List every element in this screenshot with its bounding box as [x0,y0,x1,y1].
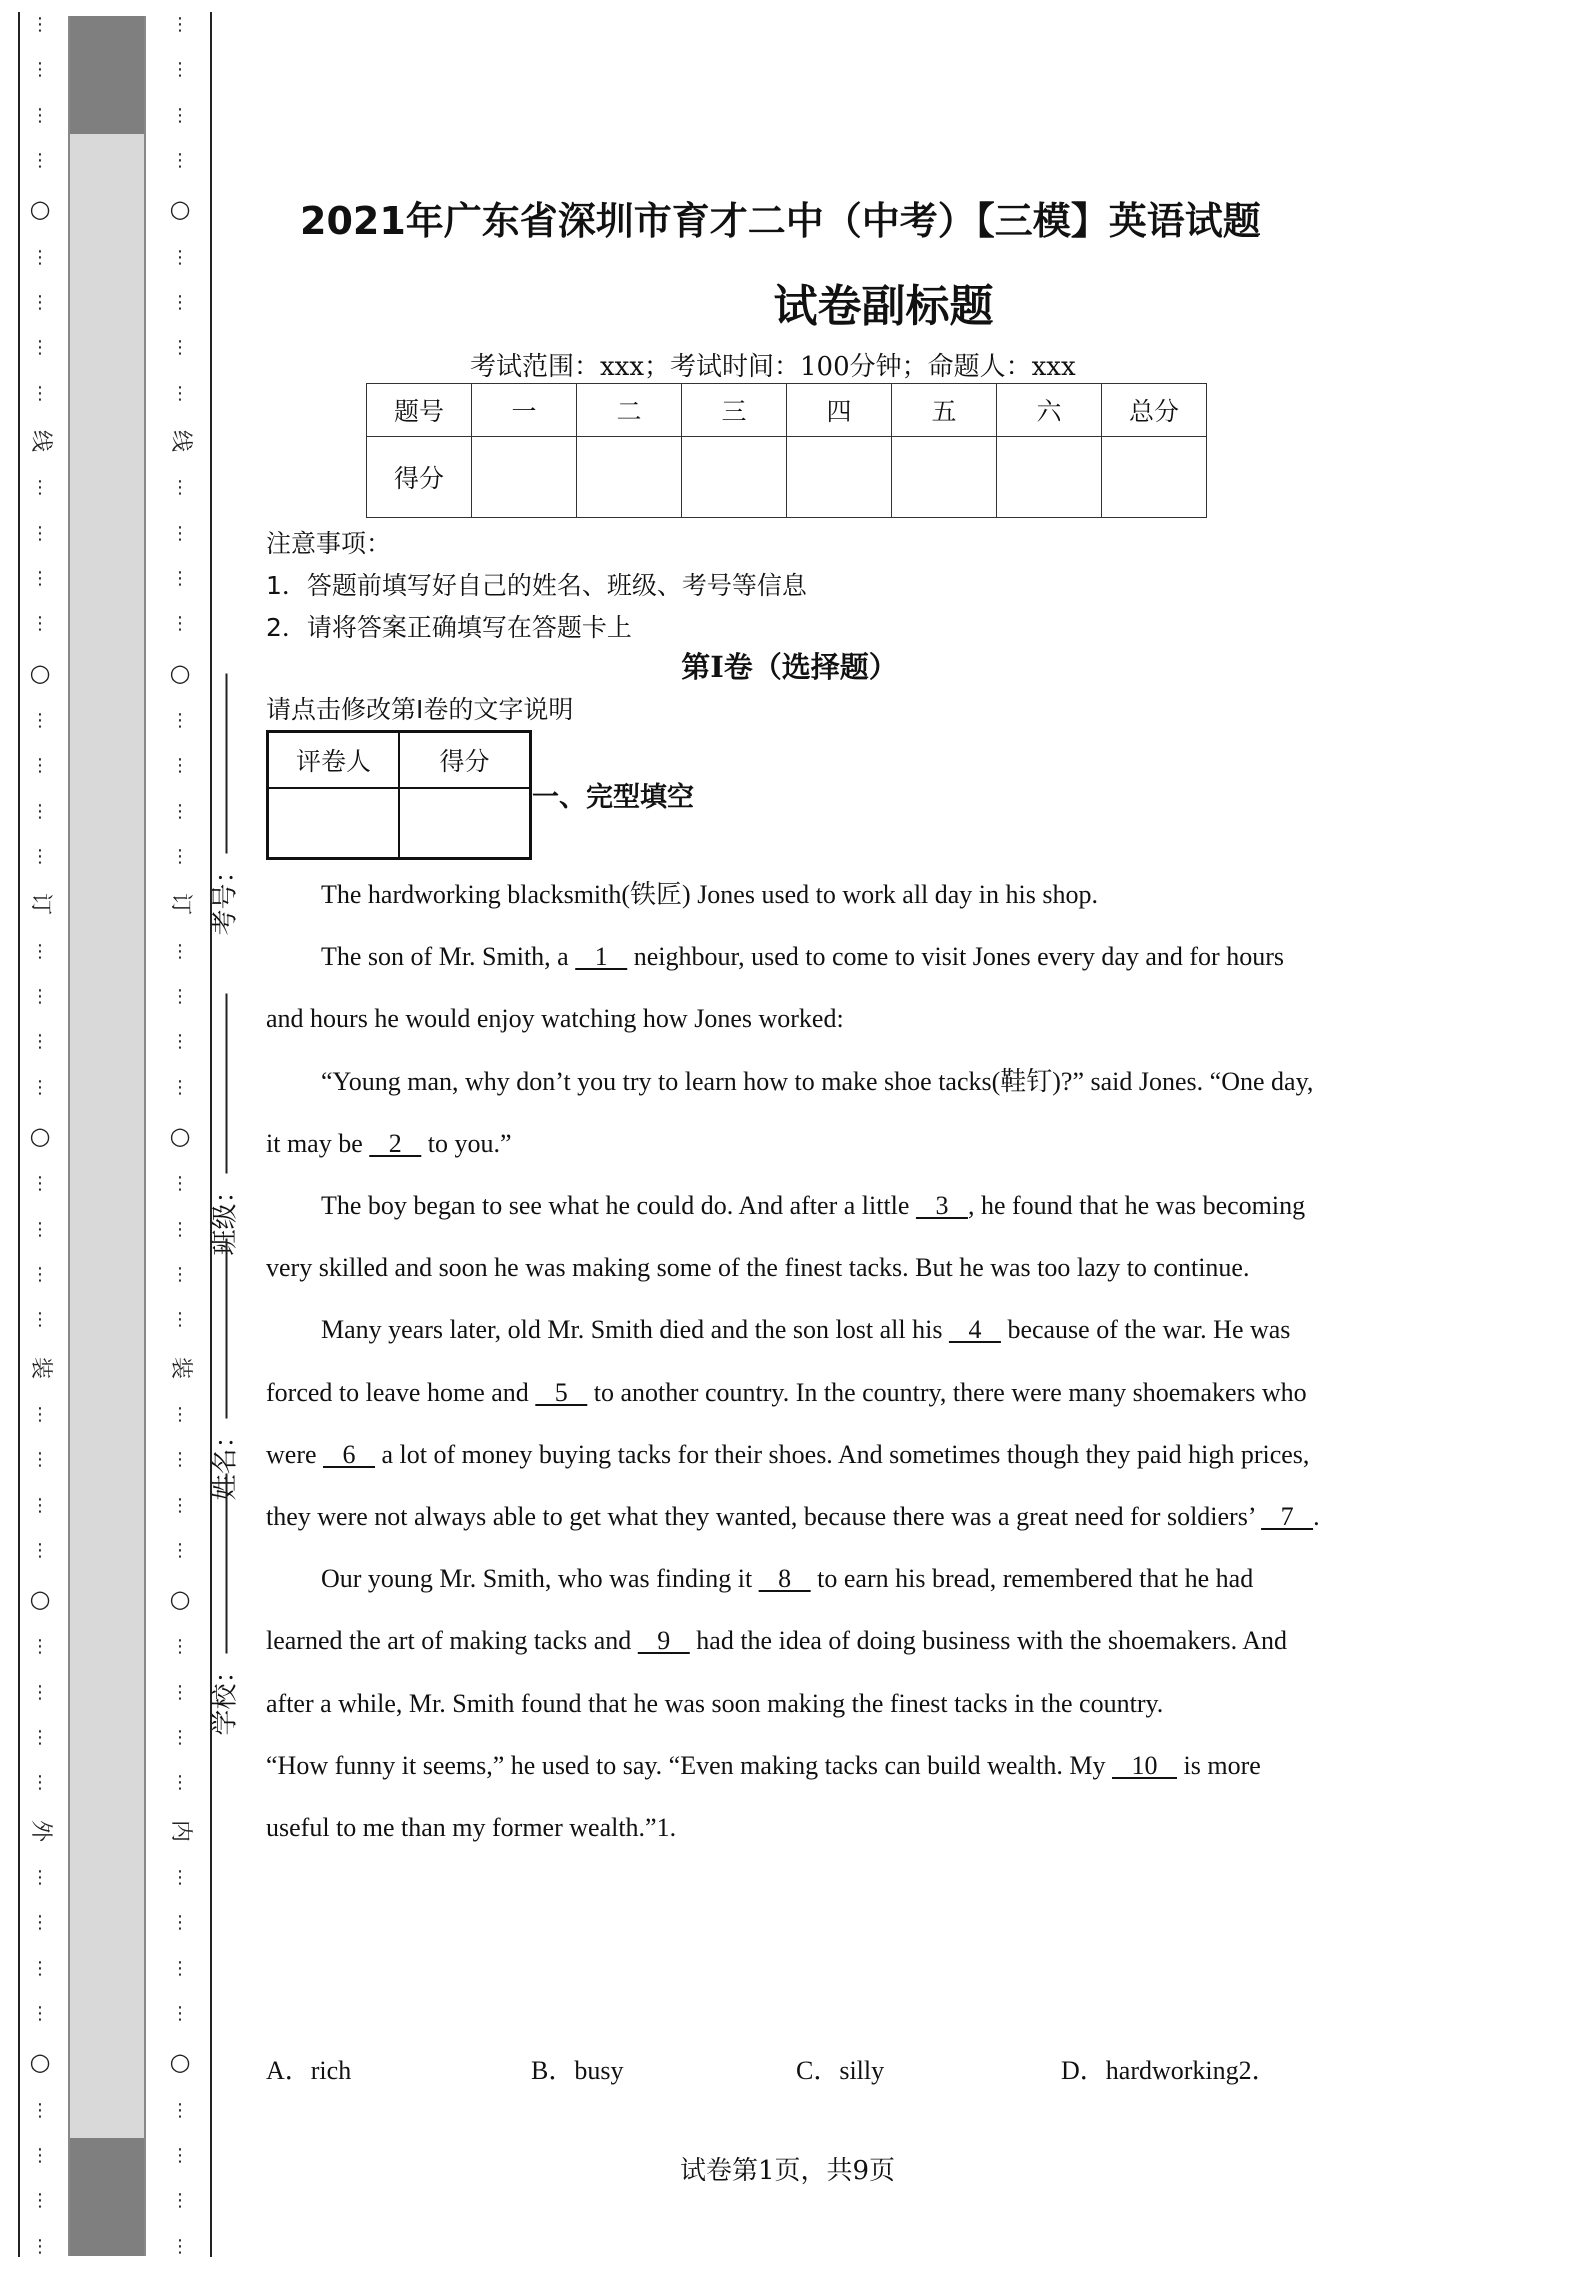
outer-cut-line [20,16,60,2256]
cut-dots: ⋮ [171,1772,189,1794]
cut-dots: ⋮ [31,800,49,822]
grader-score-cell[interactable] [399,788,531,859]
cut-ring-icon: ○ [169,2048,191,2077]
cut-mark: 外 [27,1819,53,1842]
cut-dots: ⋮ [31,337,49,359]
cut-dots: ⋮ [31,709,49,731]
passage-paragraph: “How funny it seems,” he used to say. “Even making tacks can build wealth. My 10 is more useful to me than my former wealth.”1. [266,1750,1261,1843]
field-exam-number: 考号： [205,673,242,935]
option-d[interactable]: D．hardworking2． [1061,2056,1278,2085]
score-header-cell: 六 [997,384,1102,437]
cut-dots: ⋮ [31,2145,49,2167]
cut-dots: ⋮ [31,1309,49,1331]
margin-rule-right [210,12,212,2257]
cut-dots: ⋮ [171,613,189,635]
score-header-cell: 总分 [1102,384,1207,437]
cut-dots: ⋮ [171,985,189,1007]
cut-dots: ⋮ [171,104,189,126]
cut-ring-icon: ○ [29,1585,51,1614]
cut-dots: ⋮ [31,613,49,635]
cut-dots: ⋮ [171,2003,189,2025]
cut-dots: ⋮ [171,246,189,268]
cut-dots: ⋮ [171,800,189,822]
cut-mark: 内 [167,1819,193,1842]
cut-mark: 装 [167,1356,193,1379]
cloze-blank: 1 [575,942,628,972]
cut-ring-icon: ○ [29,195,51,224]
score-input-cell[interactable] [997,437,1102,518]
cut-dots: ⋮ [31,14,49,35]
cut-dots: ⋮ [171,2190,189,2212]
cut-dots: ⋮ [31,1403,49,1425]
cut-dots: ⋮ [31,246,49,268]
cut-ring-icon: ○ [169,658,191,687]
cut-dots: ⋮ [171,1539,189,1561]
student-info-sidebar [68,16,241,2256]
cut-dots: ⋮ [31,522,49,544]
section-title: 第I卷（选择题） [681,650,898,684]
passage-paragraph: The son of Mr. Smith, a 1 neighbour, used to come to visit Jones every day and for hours and hours he would enjoy watching how Jones worked: [266,942,1284,1034]
cloze-passage [266,864,1326,1859]
cut-dots: ⋮ [171,1218,189,1240]
cut-dots: ⋮ [171,1031,189,1053]
score-header-cell: 四 [787,384,892,437]
option-a[interactable]: A．rich [266,2056,352,2085]
score-table [366,383,1207,518]
notes-item: 1．答题前填写好自己的姓名、班级、考号等信息 [266,571,807,600]
cut-dots: ⋮ [31,2099,49,2121]
cut-dots: ⋮ [171,1636,189,1658]
cut-dots: ⋮ [31,1772,49,1794]
cloze-blank: 3 [915,1191,968,1221]
cut-dots: ⋮ [171,1309,189,1331]
cut-dots: ⋮ [171,59,189,81]
grader-header: 评卷人 [268,732,400,789]
score-header-cell: 三 [682,384,787,437]
cut-mark: 装 [27,1356,53,1379]
option-b[interactable]: B．busy [531,2056,624,2085]
cut-dots: ⋮ [171,1727,189,1749]
cut-dots: ⋮ [171,291,189,313]
cut-dots: ⋮ [171,14,189,35]
cut-ring-icon: ○ [29,2048,51,2077]
cut-dots: ⋮ [31,1031,49,1053]
cut-dots: ⋮ [31,1076,49,1098]
cut-ring-icon: ○ [29,658,51,687]
cut-dots: ⋮ [31,567,49,589]
cut-dots: ⋮ [31,477,49,499]
field-name: 姓名： [205,1238,242,1500]
field-school: 学校： [205,1473,242,1735]
cut-dots: ⋮ [31,291,49,313]
cut-dots: ⋮ [31,755,49,777]
passage-paragraph: Many years later, old Mr. Smith died and the son lost all his 4 because of the war. He was forced to leave home and 5 to another country. In the country, there were many shoemakers who were 6 a lot of money buying tacks for their shoes. And sometimes though they paid high prices, they were not always able to get what they wanted, because there was a great need for soldiers’ 7 . [266,1315,1320,1532]
score-header-cell: 一 [472,384,577,437]
cut-dots: ⋮ [31,2190,49,2212]
cut-dots: ⋮ [31,382,49,404]
cut-dots: ⋮ [171,1681,189,1703]
cut-dots: ⋮ [31,1449,49,1471]
cut-ring-icon: ○ [169,195,191,224]
cut-dots: ⋮ [171,522,189,544]
grader-table [266,730,532,860]
page-footer: 试卷第1页，共9页 [679,2156,896,2186]
cut-mark: 订 [167,893,193,916]
cut-dots: ⋮ [171,2145,189,2167]
exam-info: 考试范围：xxx；考试时间：100分钟；命题人：xxx [470,352,1076,382]
cloze-blank: 8 [758,1564,811,1594]
field-class: 班级： [205,993,242,1255]
cloze-blank: 2 [369,1128,422,1158]
exam-subtitle: 试卷副标题 [773,281,994,332]
cut-dots: ⋮ [171,1403,189,1425]
cloze-blank: 10 [1112,1750,1177,1780]
part-title: 一、完型填空 [532,782,694,813]
cut-dots: ⋮ [171,2235,189,2257]
cut-dots: ⋮ [31,1173,49,1195]
cut-dots: ⋮ [31,1727,49,1749]
score-input-cell[interactable] [682,437,787,518]
cut-dots: ⋮ [171,1867,189,1889]
cut-dots: ⋮ [171,1494,189,1516]
passage-paragraph: The hardworking blacksmith(铁匠) Jones used to work all day in his shop. [321,880,1098,909]
cut-dots: ⋮ [171,845,189,867]
exam-title: 2021年广东省深圳市育才二中（中考）【三模】英语试题 [300,199,1261,243]
score-header-cell: 题号 [367,384,472,437]
cut-dots: ⋮ [171,567,189,589]
cut-dots: ⋮ [31,104,49,126]
notes-item: 2．请将答案正确填写在答题卡上 [266,613,632,642]
score-input-cell[interactable] [577,437,682,518]
cut-mark: 订 [27,893,53,916]
score-header-cell: 二 [577,384,682,437]
score-input-cell[interactable] [1102,437,1207,518]
notes-heading: 注意事项： [266,529,392,558]
cloze-blank: 4 [948,1315,1001,1345]
sidebar-cap-top [70,16,144,134]
cut-dots: ⋮ [171,382,189,404]
cut-dots: ⋮ [171,755,189,777]
score-input-cell[interactable] [787,437,892,518]
cut-dots: ⋮ [31,1957,49,1979]
cut-dots: ⋮ [31,1218,49,1240]
cut-dots: ⋮ [31,940,49,962]
cut-dots: ⋮ [171,709,189,731]
cut-dots: ⋮ [171,1173,189,1195]
cut-dots: ⋮ [31,2003,49,2025]
cut-mark: 线 [167,429,193,452]
cut-dots: ⋮ [31,149,49,171]
cut-dots: ⋮ [31,1539,49,1561]
passage-paragraph: The boy began to see what he could do. And after a little 3 , he found that he was becoming very skilled and soon he was making some of the finest tacks. But he was too lazy to continue. [266,1191,1306,1283]
score-header-cell: 五 [892,384,997,437]
cloze-blank: 5 [535,1377,588,1407]
notes [266,523,807,649]
cut-ring-icon: ○ [29,1121,51,1150]
grader-score-header: 得分 [399,732,531,789]
cut-dots: ⋮ [171,337,189,359]
cut-dots: ⋮ [171,1263,189,1285]
cut-dots: ⋮ [171,1076,189,1098]
cut-dots: ⋮ [171,477,189,499]
cut-dots: ⋮ [171,1912,189,1934]
cut-dots: ⋮ [171,1957,189,1979]
answer-options [266,2050,1326,2087]
cut-dots: ⋮ [171,940,189,962]
cut-dots: ⋮ [31,59,49,81]
grader-input-cell[interactable] [268,788,400,859]
section-edit-note[interactable]: 请点击修改第I卷的文字说明 [266,695,574,724]
option-c[interactable]: C．silly [796,2056,885,2085]
cut-dots: ⋮ [31,2235,49,2257]
cut-dots: ⋮ [31,845,49,867]
score-row-label: 得分 [367,437,472,518]
score-input-cell[interactable] [472,437,577,518]
cut-mark: 线 [27,429,53,452]
cut-dots: ⋮ [31,1636,49,1658]
cut-dots: ⋮ [31,1912,49,1934]
cut-dots: ⋮ [31,1867,49,1889]
cut-ring-icon: ○ [169,1585,191,1614]
cut-dots: ⋮ [171,1449,189,1471]
passage-paragraph: Our young Mr. Smith, who was finding it 8 to earn his bread, remembered that he had learned the art of making tacks and 9 had the idea of doing business with the shoemakers. And after a while, Mr. Smith found that he was soon making the finest tacks in the country. [266,1564,1287,1718]
cut-ring-icon: ○ [169,1121,191,1150]
cut-dots: ⋮ [31,1681,49,1703]
cloze-blank: 7 [1261,1502,1314,1532]
score-input-cell[interactable] [892,437,997,518]
cut-dots: ⋮ [171,149,189,171]
cut-dots: ⋮ [31,1494,49,1516]
cut-dots: ⋮ [31,985,49,1007]
cloze-blank: 6 [323,1439,376,1469]
inner-cut-line [160,16,200,2256]
cloze-blank: 9 [637,1626,690,1656]
cut-dots: ⋮ [31,1263,49,1285]
passage-paragraph: “Young man, why don’t you try to learn how to make shoe tacks(鞋钉)?” said Jones. “One day, it may be 2 to you.” [266,1066,1314,1158]
cut-dots: ⋮ [171,2099,189,2121]
